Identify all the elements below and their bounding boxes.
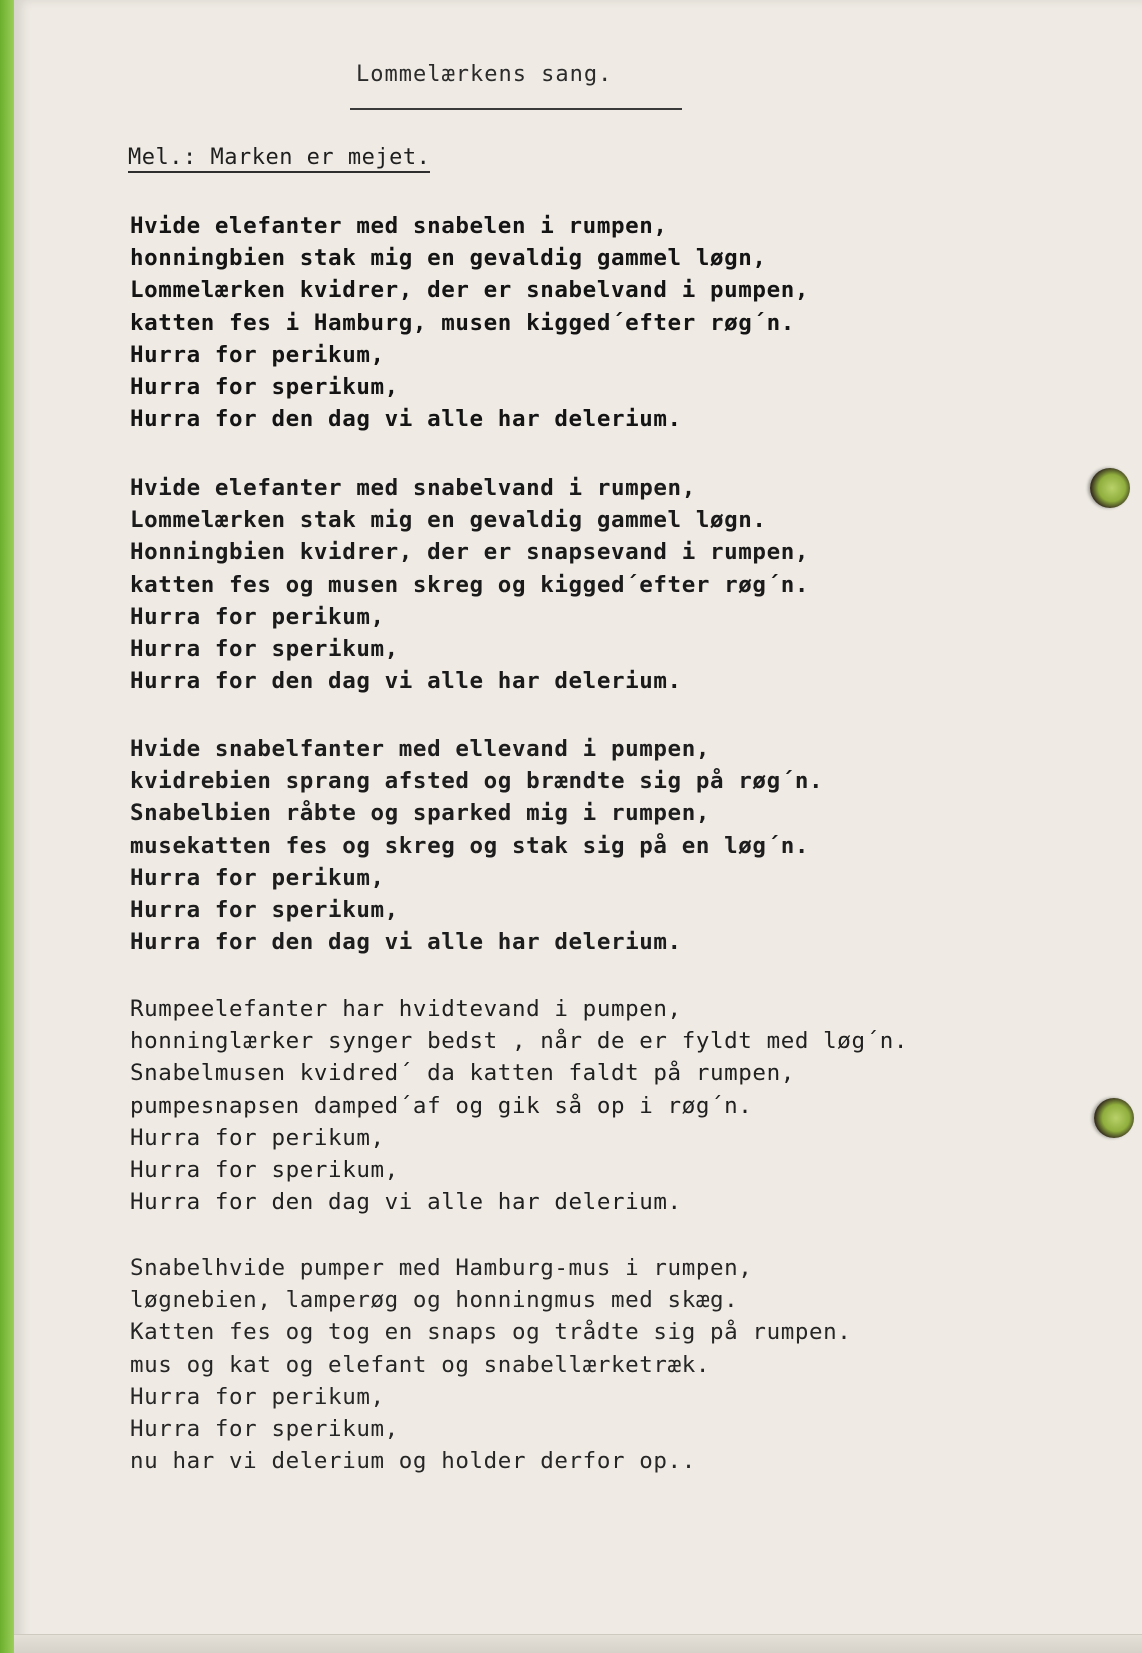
- verse-5: [130, 1252, 851, 1477]
- refrain-line: Hurra for perikum,: [130, 1124, 385, 1151]
- refrain-line: Hurra for perikum,: [130, 341, 385, 368]
- green-background-edge: [0, 0, 14, 1653]
- verse-line: Katten fes og tog en snaps og trådte sig på rumpen.: [130, 1319, 852, 1346]
- verse-3: [130, 733, 823, 958]
- verse-line: Lommelærken kvidrer, der er snabelvand i pumpen,: [130, 277, 810, 304]
- verse-line: løgnebien, lamperøg og honningmus med skæg.: [130, 1287, 739, 1314]
- verse-line: Lommelærken stak mig en gevaldig gammel løgn.: [130, 507, 767, 534]
- refrain-line: Hurra for den dag vi alle har delerium.: [130, 668, 682, 695]
- refrain-line: Hurra for den dag vi alle har delerium.: [130, 406, 682, 433]
- verse-line: honninglærker synger bedst , når de er fyldt med løg´n.: [130, 1028, 909, 1055]
- verse-line: honningbien stak mig en gevaldig gammel løgn,: [130, 245, 767, 272]
- verse-line: Hvide elefanter med snabelvand i rumpen,: [130, 475, 696, 501]
- verse-line: katten fes og musen skreg og kigged´efter røg´n.: [130, 571, 810, 598]
- refrain-line: Hurra for sperikum,: [130, 1156, 399, 1183]
- melody-line: Mel.: Marken er mejet.: [128, 145, 430, 173]
- verse-line: mus og kat og elefant og snabellærketræk.: [130, 1351, 710, 1378]
- refrain-line: Hurra for sperikum,: [130, 1415, 399, 1442]
- verse-line: Hvide elefanter med snabelen i rumpen,: [130, 213, 668, 239]
- refrain-line: Hurra for den dag vi alle har delerium.: [130, 1189, 682, 1216]
- closing-line: nu har vi delerium og holder derfor op..: [130, 1448, 696, 1475]
- refrain-line: Hurra for perikum,: [130, 603, 385, 630]
- verse-line: Rumpeelefanter har hvidtevand i pumpen,: [130, 996, 682, 1022]
- verse-2: [130, 472, 809, 697]
- page-bottom-edge: [14, 1634, 1142, 1653]
- verse-line: kvidrebien sprang afsted og brændte sig på røg´n.: [130, 768, 824, 795]
- verse-line: musekatten fes og skreg og stak sig på en løg´n.: [130, 832, 810, 859]
- song-title: Lommelærkens sang.: [356, 62, 613, 87]
- verse-4: [130, 993, 908, 1218]
- verse-line: Honningbien kvidrer, der er snapsevand i rumpen,: [130, 539, 810, 566]
- verse-line: pumpesnapsen damped´af og gik så op i røg´n.: [130, 1092, 753, 1119]
- verse-line: Hvide snabelfanter med ellevand i pumpen,: [130, 736, 710, 762]
- refrain-line: Hurra for sperikum,: [130, 896, 399, 923]
- punch-hole: [1090, 468, 1130, 508]
- refrain-line: Hurra for perikum,: [130, 864, 385, 891]
- title-underline: [350, 108, 682, 110]
- refrain-line: Hurra for perikum,: [130, 1383, 385, 1410]
- punch-hole: [1094, 1098, 1134, 1138]
- verse-line: Snabelbien råbte og sparked mig i rumpen,: [130, 800, 710, 827]
- verse-line: Snabelhvide pumper med Hamburg-mus i rumpen,: [130, 1255, 753, 1281]
- refrain-line: Hurra for sperikum,: [130, 635, 399, 662]
- verse-line: katten fes i Hamburg, musen kigged´efter røg´n.: [130, 309, 795, 336]
- refrain-line: Hurra for sperikum,: [130, 373, 399, 400]
- refrain-line: Hurra for den dag vi alle har delerium.: [130, 929, 682, 956]
- verse-1: [130, 210, 809, 435]
- verse-line: Snabelmusen kvidred´ da katten faldt på rumpen,: [130, 1060, 795, 1087]
